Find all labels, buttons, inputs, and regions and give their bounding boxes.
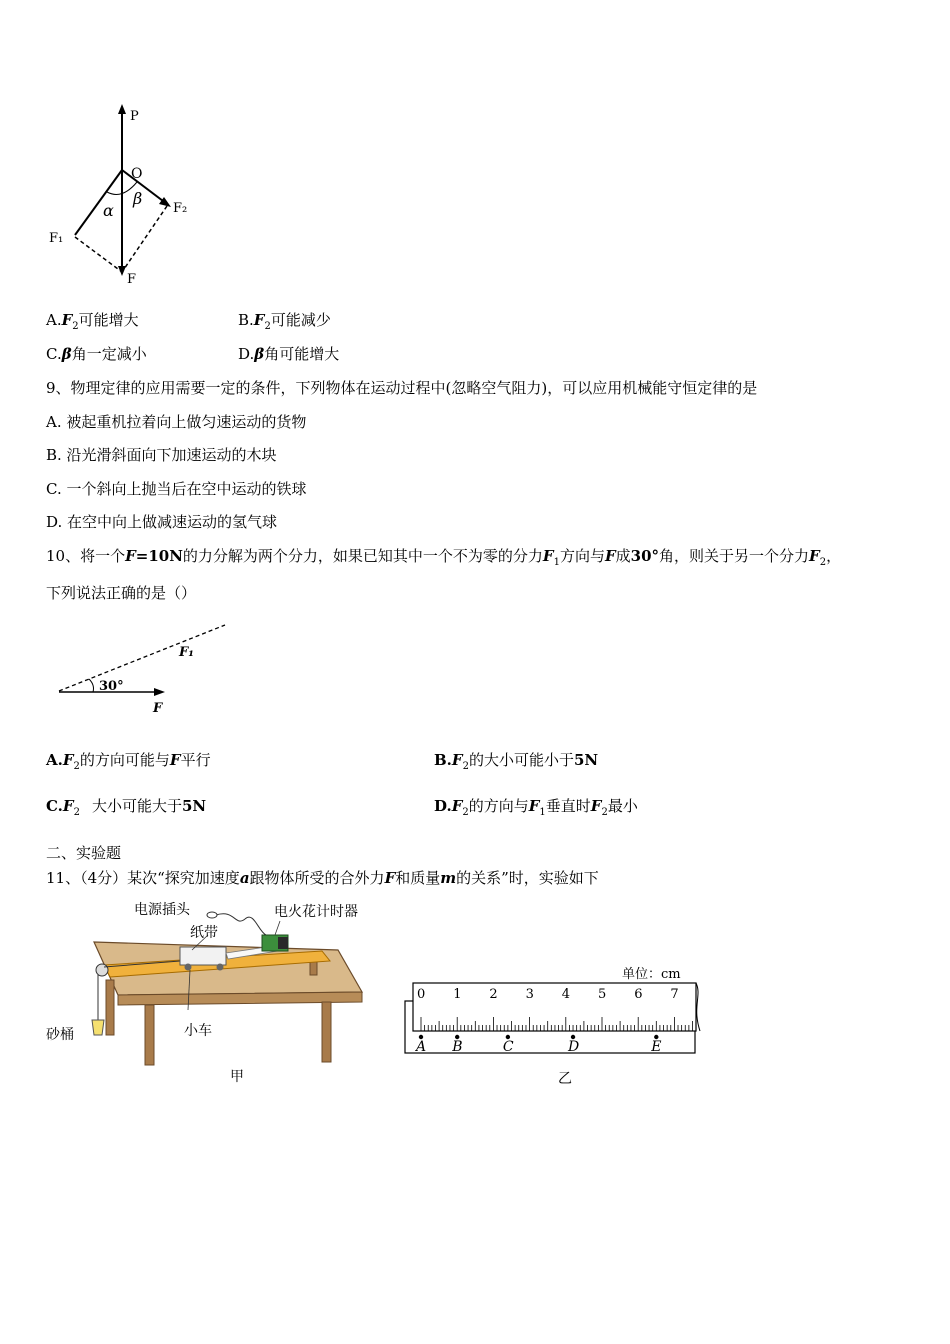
label-beta: β [133, 189, 143, 208]
option-text: 的方向与 [468, 797, 529, 815]
stem-value: =10N [135, 547, 183, 565]
option-text: 角可能增大 [264, 345, 340, 363]
var-f: F [125, 547, 136, 565]
caption-yi: 乙 [558, 1071, 572, 1087]
var-sub: 2 [462, 761, 469, 772]
q9-option-b[interactable]: B. 沿光滑斜面向下加速运动的木块 [46, 446, 277, 464]
caption-jia: 甲 [230, 1069, 244, 1085]
var-sub: 1 [539, 807, 546, 818]
stem-text: 和质量 [395, 869, 441, 887]
var-f: F [604, 547, 616, 565]
label-f: F [127, 272, 137, 285]
var-f: F [451, 797, 463, 815]
var-sub: 2 [73, 761, 80, 772]
option-prefix: C. [46, 797, 63, 815]
tape-point-label: E [651, 1039, 662, 1055]
var-f: F [253, 311, 265, 329]
option-prefix: D. [238, 345, 255, 363]
force-diagram-q8 [45, 100, 205, 285]
q10-option-b[interactable] [434, 750, 598, 777]
option-value: 5N [181, 797, 207, 815]
var-sub: 2 [819, 557, 827, 568]
stem-text: 方向与 [559, 547, 605, 565]
var-sub: 2 [73, 807, 80, 818]
var-f: F [61, 311, 73, 329]
q10-stem-line2: 下列说法正确的是（） [46, 584, 197, 602]
q8-option-d[interactable] [238, 344, 339, 364]
var-sub: 2 [462, 807, 469, 818]
stem-text: 的力分解为两个分力，如果已知其中一个不为零的分力 [182, 547, 543, 565]
option-text: 大小可能大于 [91, 797, 182, 815]
stem-text: 角，则关于另一个分力 [659, 547, 810, 565]
ruler-number: 3 [525, 987, 534, 1002]
q9-option-c[interactable]: C. 一个斜向上抛当后在空中运动的铁球 [46, 480, 307, 498]
var-sub: 2 [264, 321, 271, 332]
option-text: 的方向可能与 [79, 751, 170, 769]
label-p: P [130, 109, 139, 124]
label-angle: 30° [99, 679, 124, 694]
option-prefix: B. [238, 311, 254, 329]
option-text: 平行 [180, 751, 211, 769]
label-f: F [153, 701, 163, 715]
ruler-number: 0 [417, 987, 426, 1002]
apparatus-figure [40, 895, 370, 1090]
tape-point-label: C [502, 1039, 514, 1055]
label-alpha: α [103, 201, 114, 220]
label-bucket: 砂桶 [46, 1027, 74, 1043]
label-f1: F₁ [179, 645, 194, 660]
label-o: O [131, 166, 143, 182]
ruler-number: 2 [489, 987, 498, 1002]
option-prefix: D. [434, 797, 452, 815]
force-diagram-q10 [55, 620, 235, 715]
ruler-number: 5 [598, 987, 607, 1002]
var-f: F [590, 797, 602, 815]
q10-option-a[interactable] [46, 750, 211, 777]
q10-option-c[interactable] [46, 796, 206, 823]
var-beta: β [61, 345, 72, 363]
q10-option-d[interactable] [434, 796, 638, 823]
var-f1: F [542, 547, 554, 565]
stem-text: ， [826, 547, 842, 565]
label-f2: F₂ [173, 201, 188, 216]
ruler-number: 7 [670, 987, 679, 1002]
q9-option-d[interactable]: D. 在空中向上做减速运动的氢气球 [46, 513, 278, 531]
option-prefix: A. [46, 751, 63, 769]
tape-point-label: B [452, 1039, 463, 1055]
section-title: 二、实验题 [46, 844, 122, 862]
var-f: F [169, 751, 181, 769]
q10-stem [46, 546, 841, 573]
label-cart: 小车 [184, 1023, 212, 1039]
var-f: F [384, 869, 396, 887]
option-text: 可能减少 [270, 311, 331, 329]
var-f: F [451, 751, 463, 769]
label-tape: 纸带 [190, 925, 218, 941]
tape-point-label: A [416, 1039, 427, 1055]
stem-angle: 30° [630, 547, 660, 565]
var-f: F [528, 797, 540, 815]
ruler-number: 6 [634, 987, 643, 1002]
tape-point-label: D [568, 1039, 580, 1055]
var-sub: 1 [553, 557, 560, 568]
var-a: a [239, 869, 250, 887]
var-beta: β [254, 345, 265, 363]
ruler-number: 4 [561, 987, 571, 1002]
stem-text: 的关系”时，实验如下 [456, 869, 599, 887]
var-f: F [62, 797, 74, 815]
q8-option-a[interactable] [46, 310, 139, 337]
label-f1: F₁ [49, 231, 64, 246]
option-text: 最小 [607, 797, 638, 815]
option-text: 的大小可能小于 [468, 751, 574, 769]
q8-option-b[interactable] [238, 310, 331, 337]
var-m: m [440, 869, 457, 887]
var-f2: F [809, 547, 820, 565]
stem-text: 成 [615, 547, 631, 565]
option-prefix: B. [434, 751, 452, 769]
label-power-plug: 电源插头 [134, 902, 190, 918]
ruler-number: 1 [453, 987, 462, 1002]
ruler-figure [400, 955, 710, 1090]
label-timer: 电火花计时器 [274, 904, 358, 920]
var-sub: 2 [72, 321, 79, 332]
option-text: 角一定减小 [71, 345, 147, 363]
q8-option-c[interactable] [46, 344, 147, 364]
q9-option-a[interactable]: A. 被起重机拉着向上做匀速运动的货物 [46, 413, 307, 431]
stem-text: 11、（4分）某次“探究加速度 [46, 869, 240, 887]
var-sub: 2 [601, 807, 608, 818]
var-f: F [62, 751, 74, 769]
q9-stem: 9、物理定律的应用需要一定的条件，下列物体在运动过程中(忽略空气阻力)，可以应用机械能守恒定律的是 [46, 379, 758, 397]
option-prefix: A. [46, 311, 62, 329]
stem-text: 10、将一个 [46, 547, 126, 565]
option-prefix: C. [46, 345, 62, 363]
option-value: 5N [573, 751, 599, 769]
option-text: 垂直时 [545, 797, 591, 815]
option-text: 可能增大 [78, 311, 139, 329]
label-unit: 单位：cm [622, 967, 681, 982]
q11-stem [46, 868, 599, 888]
stem-text: 跟物体所受的合外力 [249, 869, 385, 887]
